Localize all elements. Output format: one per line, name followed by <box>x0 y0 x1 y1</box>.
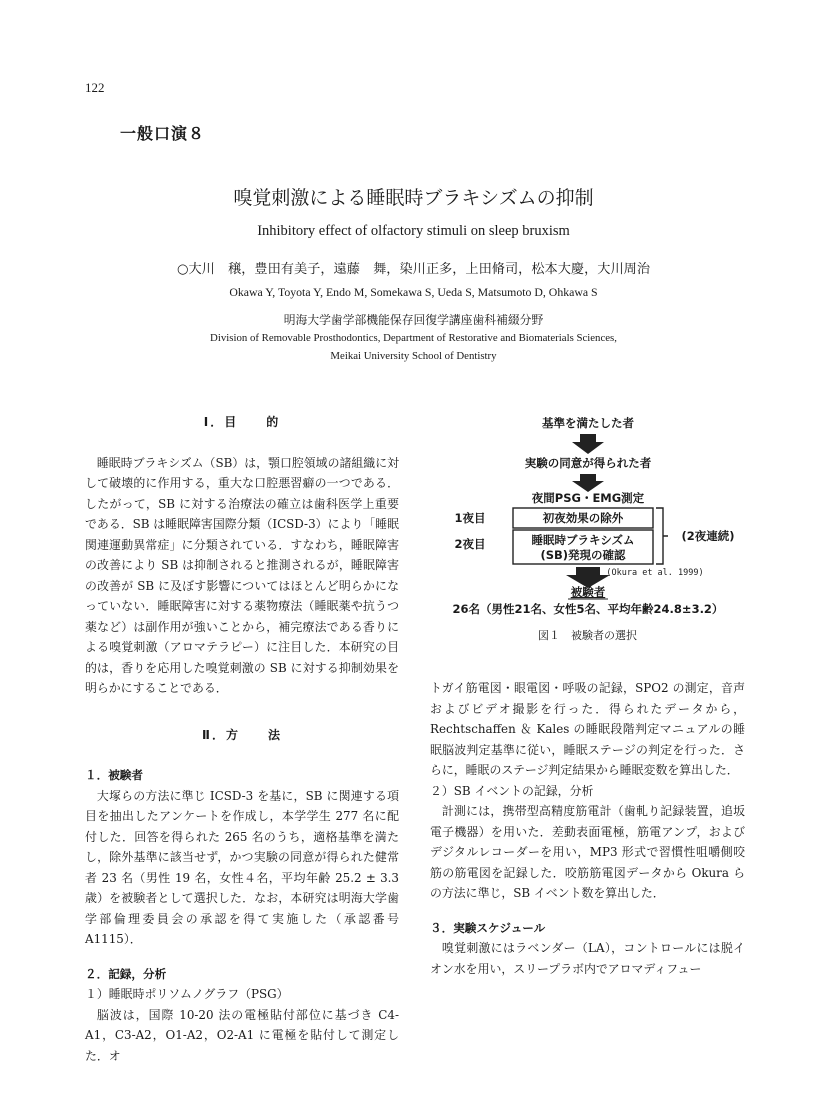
affiliation-japanese: 明海大学歯学部機能保存回復学講座歯科補綴分野 <box>283 313 544 327</box>
sb-heading: ２）SB イベントの記録，分析 <box>430 783 594 798</box>
schedule-paragraph: 嗅覚刺激にはラベンダー（LA），コントロールには脱イオン水を用い，スリープラボ内でアロマディフュー <box>430 941 745 976</box>
subjects-paragraph: 大塚らの方法に準じ ICSD-3 を基に，SB に関連する項目を抽出したアンケートを作成し，本学学生 277 名に配付した．回答を得られた 265 名のうち，適格基準を満たし，除外基準に該当せず，かつ実験の同意が得られた健常者 23 名（男性 19 名，女性４名，平均年齢 25.2 ± 3.3 歳）を被験者として選択した．なお，本研究は明海大学歯学部倫理委員会の承認を得て実施した（承認番号 A1115）． <box>85 788 399 946</box>
reference-label: (Okura et al. 1999) <box>606 568 704 578</box>
figure-caption: 図１ 被験者の選択 <box>538 629 637 642</box>
result-label: 被験者 <box>570 585 606 599</box>
result-detail: 26名（男性21名、女性5名、平均年齢24.8±3.2） <box>452 602 724 616</box>
session-label: 一般口演８ <box>120 124 206 143</box>
night2-label: 2夜目 <box>454 537 486 551</box>
schedule-heading: ３．実験スケジュール <box>430 920 546 935</box>
night1-label: 1夜目 <box>454 511 486 525</box>
authors-japanese: ○大川 穣，豊田有美子，遠藤 舞，染川正多，上田脩司，松本大慶，大川周治 <box>176 262 651 277</box>
figure-subject-selection <box>430 410 745 645</box>
arrow-down-icon <box>572 434 604 454</box>
arrow-down-icon <box>572 474 604 492</box>
purpose-paragraph: 睡眠時ブラキシズム（SB）は，顎口腔領域の諸組織に対して破壊的に作用する，重大な口腔悪習癖の一つである．したがって，SB に対する治療法の確立は歯科医学上重要である．SB は睡眠障害国際分類（ICSD-3）により「睡眠関連運動異常症」に分類されている．すなわち，睡眠障害の改善により SB は抑制されると推測されるが，睡眠障害の改善が SB に及ぼす影響についてはほとんど明らかになっていない．睡眠障害に対する薬物療法（睡眠薬や抗うつ薬など）は副作用が強いことから，補完療法である香りによる嗅覚刺激（アロマテラピー）に注目した．本研究の目的は，香りを応用した嗅覚刺激の SB に対する抑制効果を明らかにすることである． <box>85 455 399 695</box>
title-japanese: 嗅覚刺激による睡眠時ブラキシズムの抑制 <box>233 187 594 209</box>
flow-step3: 夜間PSG・EMG測定 <box>531 491 645 505</box>
flow-step2: 実験の同意が得られた者 <box>524 456 652 470</box>
affiliation-english-line1: Division of Removable Prosthodontics, Department of Restorative and Biomaterials Sciences, <box>210 332 617 344</box>
psg-heading: １）睡眠時ポリソムノグラフ（PSG） <box>85 987 289 1001</box>
page-number: 122 <box>85 80 105 95</box>
affiliation-english-line2: Meikai University School of Dentistry <box>330 350 497 362</box>
night2-box-text-2: (SB)発現の確認 <box>540 548 626 562</box>
psg-paragraph-left: 脳波は，国際 10-20 法の電極貼付部位に基づき C4-A1，C3-A2，O1-A2，O2-A1 に電極を貼付して測定した．オ <box>85 1007 399 1063</box>
bracket-label: (2夜連続) <box>681 529 735 543</box>
title-english: Inhibitory effect of olfactory stimuli on sleep bruxism <box>257 223 570 239</box>
psg-paragraph-right: トガイ筋電図・眼電図・呼吸の記録，SPO2 の測定，音声およびビデオ撮影を行った．得られたデータから，Rechtschaffen ＆ Kales の睡眠段階判定マニュアルの睡眠脳波判定基準に従い，睡眠ステージの判定を行った．さらに，睡眠のステージ判定結果から睡眠変数を算出した． <box>430 681 745 777</box>
recording-heading: ２．記録，分析 <box>85 966 167 981</box>
flow-step1: 基準を満たした者 <box>542 416 634 430</box>
flowchart <box>430 410 745 625</box>
methods-heading: Ⅱ．方 法 <box>202 727 282 742</box>
night2-box-text-1: 睡眠時ブラキシズム <box>531 533 635 547</box>
subjects-heading: １．被験者 <box>85 768 143 782</box>
left-column <box>85 412 399 1066</box>
purpose-heading: Ⅰ．目 的 <box>203 415 281 429</box>
sb-paragraph: 計測には，携帯型高精度筋電計（歯軋り記録装置，追坂電子機器）を用いた．差動表面電極，筋電アンプ，およびデジタルレコーダーを用い，MP3 形式で習慣性咀嚼側咬筋の筋電図を記録した．咬筋筋電図データから Okura らの方法に準じ，SB イベント数を算出した． <box>430 804 745 900</box>
night1-box-text: 初夜効果の除外 <box>542 511 624 525</box>
bracket-icon <box>656 508 668 564</box>
right-column <box>430 678 745 979</box>
authors-english: Okawa Y, Toyota Y, Endo M, Somekawa S, Ueda S, Matsumoto D, Ohkawa S <box>229 285 598 299</box>
